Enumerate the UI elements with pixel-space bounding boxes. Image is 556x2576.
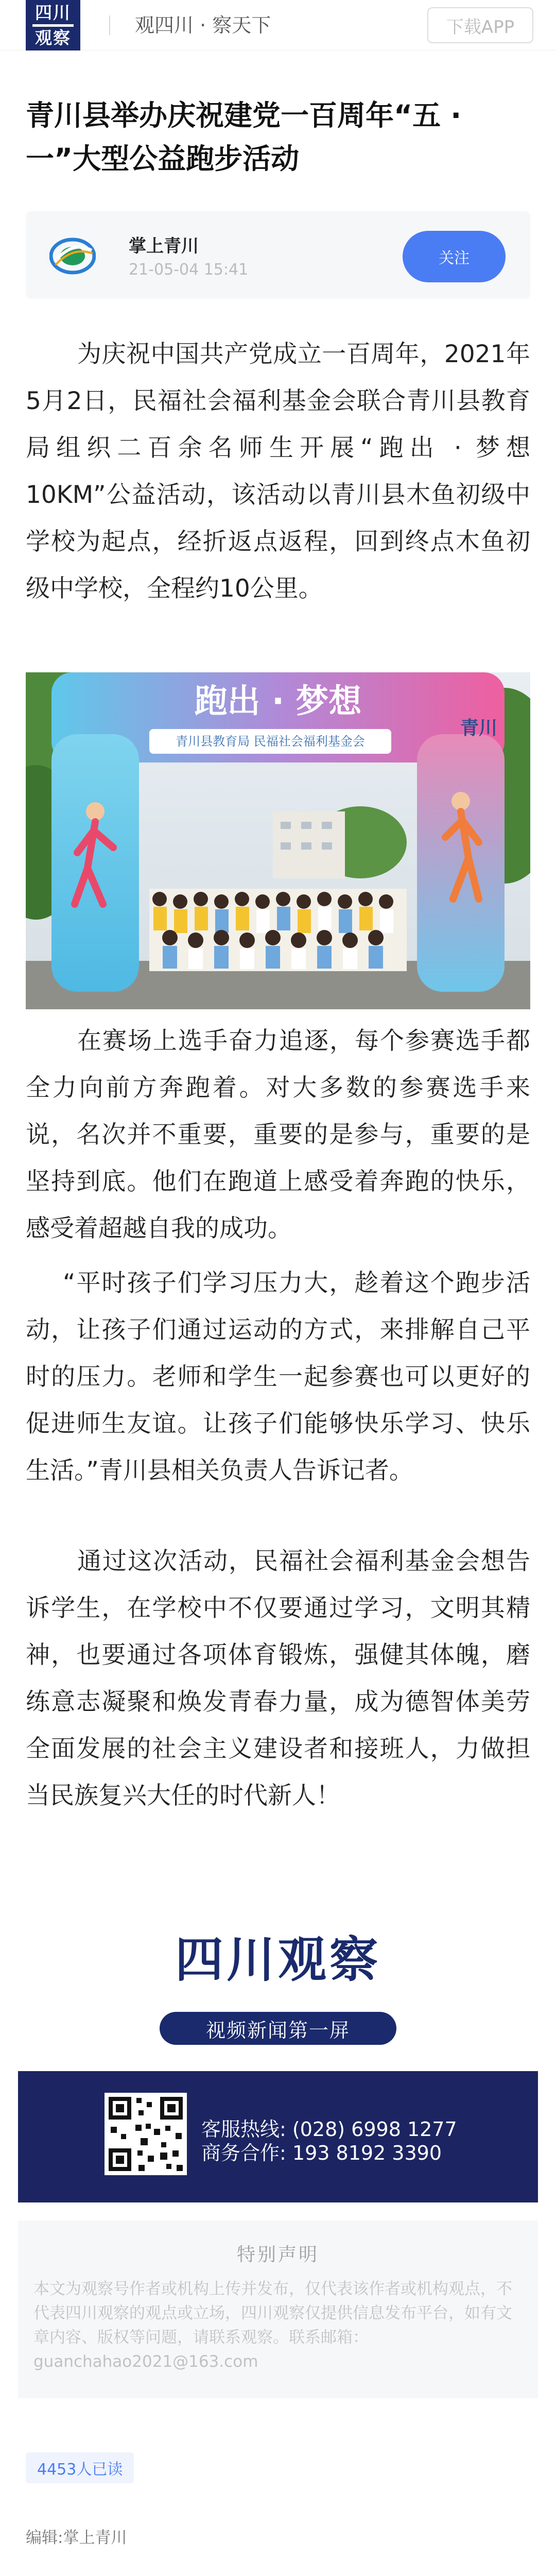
contact-panel — [18, 2071, 538, 2202]
brand-slogan: 视频新闻第一屏 — [160, 2012, 396, 2045]
disclaimer-title: 特别声明 — [236, 2244, 319, 2265]
sichuan-guancha-logo[interactable] — [26, 0, 80, 50]
author-logo-icon — [49, 235, 96, 277]
author-avatar[interactable] — [49, 235, 96, 277]
brand-banner — [154, 1929, 402, 1988]
hotline-number[interactable]: (028) 6998 1277 — [292, 2118, 457, 2141]
arch-side-text: 青川 — [460, 718, 498, 739]
hotline-label: 客服热线: — [201, 2118, 286, 2141]
header-divider — [109, 15, 110, 35]
top-bar — [0, 0, 556, 50]
follow-button[interactable]: 关注 — [403, 231, 506, 282]
race-start-arch-image — [26, 672, 530, 1009]
article-headline: 青川县举办庆祝建党一百周年“五 · 一”大型公益跑步活动 — [26, 99, 462, 175]
logo-text-bottom: 观察 — [35, 27, 71, 48]
publish-time: 21-05-04 15:41 — [129, 261, 249, 279]
event-photo[interactable] — [26, 672, 530, 1009]
business-number[interactable]: 193 8192 3390 — [292, 2142, 442, 2164]
article-paragraph: “平时孩子们学习压力大，趁着这个跑步活动，让孩子们通过运动的方式，来排解自己平时的压力。老师和学生一起参赛也可以更好的促进师生友谊。让孩子们能够快乐学习、快乐生活。”青川县相关负责人告诉记者。 — [26, 1269, 530, 1485]
business-label: 商务合作: — [201, 2142, 286, 2164]
arch-banner-title: 跑出 · 梦想 — [194, 683, 362, 721]
qr-code-graphic — [105, 2093, 187, 2175]
arch-banner-subtitle: 青川县教育局 民福社会福利基金会 — [176, 734, 365, 749]
article-paragraph: 通过这次活动，民福社会福利基金会想告诉学生，在学校中不仅要通过学习，文明其精神，也要通过各项体育锻炼，强健其体魄，磨练意志凝聚和焕发青春力量，成为德智体美劳全面发展的社会主义建设者和接班人，力做担当民族复兴大任的时代新人！ — [26, 1547, 530, 1810]
article-paragraph: 在赛场上选手奋力追逐，每个参赛选手都全力向前方奔跑着。对大多数的参赛选手来说，名次并不重要，重要的是参与，重要的是坚持到底。他们在跑道上感受着奔跑的快乐，感受着超越自我的成功。 — [26, 1027, 530, 1243]
disclaimer-panel — [18, 2221, 538, 2398]
header-slogan: 观四川 · 察天下 — [135, 14, 271, 37]
brand-name: 四川观察 — [175, 1931, 381, 1988]
read-count-badge: 4453人已读 — [26, 2452, 134, 2483]
download-app-button[interactable]: 下载APP — [427, 7, 533, 43]
logo-text-top: 四川 — [35, 2, 71, 23]
logo-divider-bar — [32, 24, 74, 27]
disclaimer-text: 本文为观察号作者或机构上传并发布，仅代表该作者或机构观点，不代表四川观察的观点或立场，四川观察仅提供信息发布平台，如有文章内容、版权等问题，请联系观察。联系邮箱：guanchahao2021@163.com — [33, 2280, 512, 2371]
article-paragraph: 为庆祝中国共产党成立一百周年，2021年5月2日，民福社会福利基金会联合青川县教育局组织二百余名师生开展“跑出 · 梦想 10KM”公益活动，该活动以青川县木鱼初级中学校为起点，经折返点返程，回到终点木鱼初级中学校，全程约10公里。 — [26, 340, 530, 603]
author-name[interactable]: 掌上青川 — [129, 236, 199, 257]
business-row — [201, 2137, 442, 2165]
editor-credit: 编辑:掌上青川 — [26, 2529, 127, 2547]
qr-code-icon[interactable] — [105, 2093, 187, 2175]
author-card — [26, 211, 530, 299]
